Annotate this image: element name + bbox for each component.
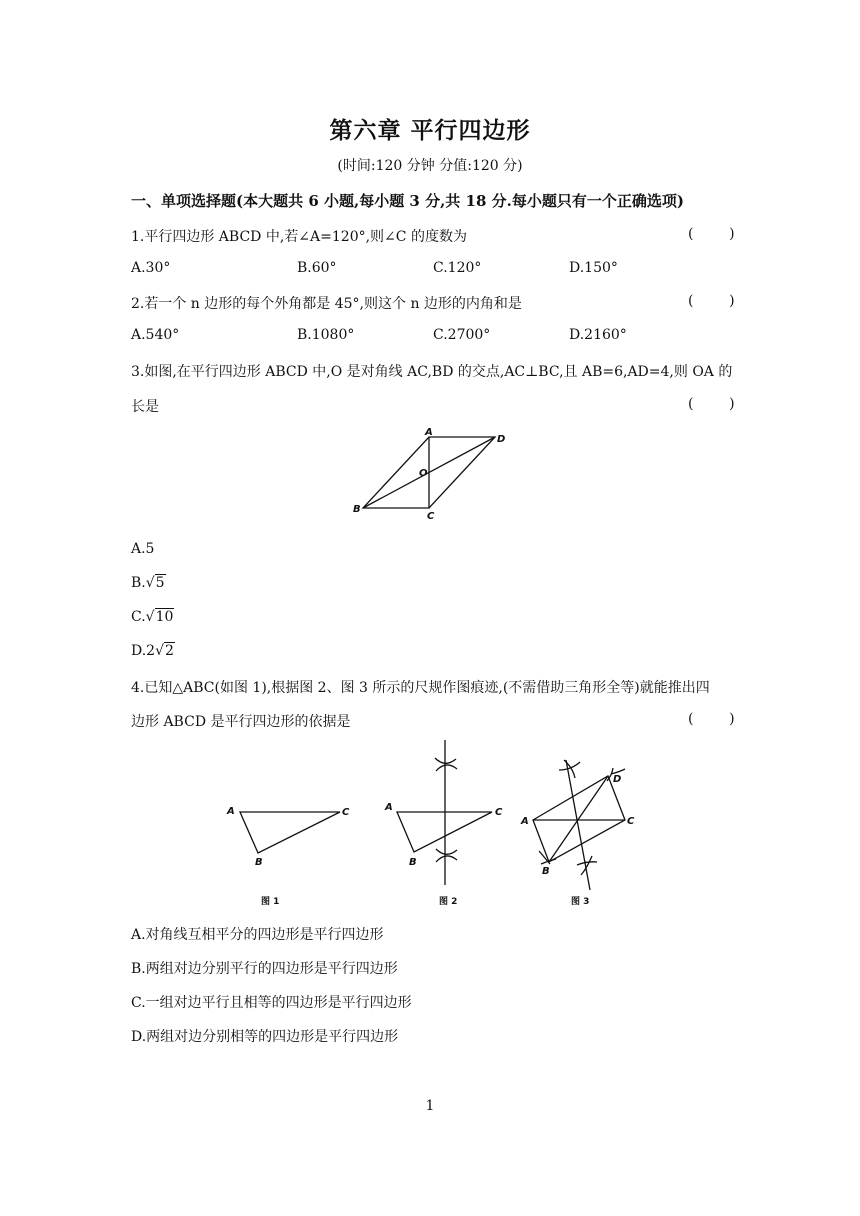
figure-1-point-c: C — [342, 807, 350, 818]
figure-3-arc-bottom-1 — [577, 862, 597, 865]
figure-1-point-b: B — [255, 857, 263, 868]
question-4-option-d: D.两组对边分别相等的四边形是平行四边形 — [131, 1029, 399, 1045]
point-label-b: B — [353, 504, 361, 515]
question-2-text: 2.若一个 n 边形的每个外角都是 45°,则这个 n 边形的内角和是 — [131, 296, 522, 312]
figure-3-point-d: D — [613, 774, 622, 785]
question-1-answer-blank: ( ) — [688, 226, 735, 242]
question-4-construction-figures — [215, 738, 645, 913]
figure-2-point-b: B — [409, 857, 417, 868]
figure-2-caption: 图 2 — [439, 897, 458, 907]
question-4-answer-blank: ( ) — [688, 711, 735, 727]
figure-1-caption: 图 1 — [261, 897, 280, 907]
figure-3-point-b: B — [542, 866, 550, 877]
question-1-option-c: C.120° — [433, 260, 482, 276]
exam-info: (时间:120 分钟 分值:120 分) — [337, 158, 523, 174]
question-1-option-d: D.150° — [569, 260, 618, 276]
figure-2-arc-bottom-2 — [436, 856, 457, 862]
figure-3-bisector-line — [566, 760, 590, 890]
question-4-option-c: C.一组对边平行且相等的四边形是平行四边形 — [131, 995, 412, 1011]
figure-3-caption: 图 3 — [571, 897, 590, 907]
question-1-option-b: B.60° — [297, 260, 337, 276]
question-3-option-b: B.√5 — [131, 575, 165, 591]
figure-1-point-a: A — [227, 806, 235, 817]
question-3-answer-blank: ( ) — [688, 396, 735, 412]
question-1-text: 1.平行四边形 ABCD 中,若∠A=120°,则∠C 的度数为 — [131, 229, 467, 245]
question-2-option-c: C.2700° — [433, 327, 491, 343]
point-label-o: O — [419, 468, 428, 479]
question-3-option-c: C.√10 — [131, 609, 174, 625]
question-1-option-a: A.30° — [131, 260, 171, 276]
question-2-option-a: A.540° — [131, 327, 180, 343]
question-3-parallelogram-figure — [350, 425, 510, 525]
question-3-text-line1: 3.如图,在平行四边形 ABCD 中,O 是对角线 AC,BD 的交点,AC⊥BC,且 AB=6,AD=4,则 OA 的 — [131, 364, 733, 380]
figure-3-diagonal-bd — [549, 776, 608, 862]
point-label-a: A — [425, 427, 433, 438]
figure-2-point-a: A — [385, 802, 393, 813]
question-3-option-a: A.5 — [131, 541, 155, 557]
figure-1-triangle — [240, 812, 340, 853]
figure-2-point-c: C — [495, 807, 503, 818]
figure-3-point-a: A — [521, 816, 529, 827]
question-4-option-b: B.两组对边分别平行的四边形是平行四边形 — [131, 961, 398, 977]
section-heading: 一、单项选择题(本大题共 6 小题,每小题 3 分,共 18 分.每小题只有一个正确选项) — [131, 192, 684, 210]
page-number: 1 — [425, 1098, 435, 1114]
question-4-text-line2: 边形 ABCD 是平行四边形的依据是 — [131, 714, 351, 730]
question-2-option-b: B.1080° — [297, 327, 355, 343]
page-title: 第六章 平行四边形 — [329, 117, 531, 144]
point-label-c: C — [427, 511, 435, 522]
point-label-d: D — [497, 434, 506, 445]
figure-2-arc-bottom-1 — [436, 849, 457, 854]
question-2-answer-blank: ( ) — [688, 293, 735, 309]
figure-3-point-c: C — [627, 816, 635, 827]
question-3-text-line2: 长是 — [131, 399, 159, 415]
question-3-option-d: D.2√2 — [131, 643, 174, 659]
question-2-option-d: D.2160° — [569, 327, 627, 343]
question-4-text-line1: 4.已知△ABC(如图 1),根据图 2、图 3 所示的尺规作图痕迹,(不需借助三角形全等)就能推出四 — [131, 680, 710, 696]
figure-2-arc-top-2 — [436, 765, 457, 771]
question-4-option-a: A.对角线互相平分的四边形是平行四边形 — [131, 927, 384, 943]
